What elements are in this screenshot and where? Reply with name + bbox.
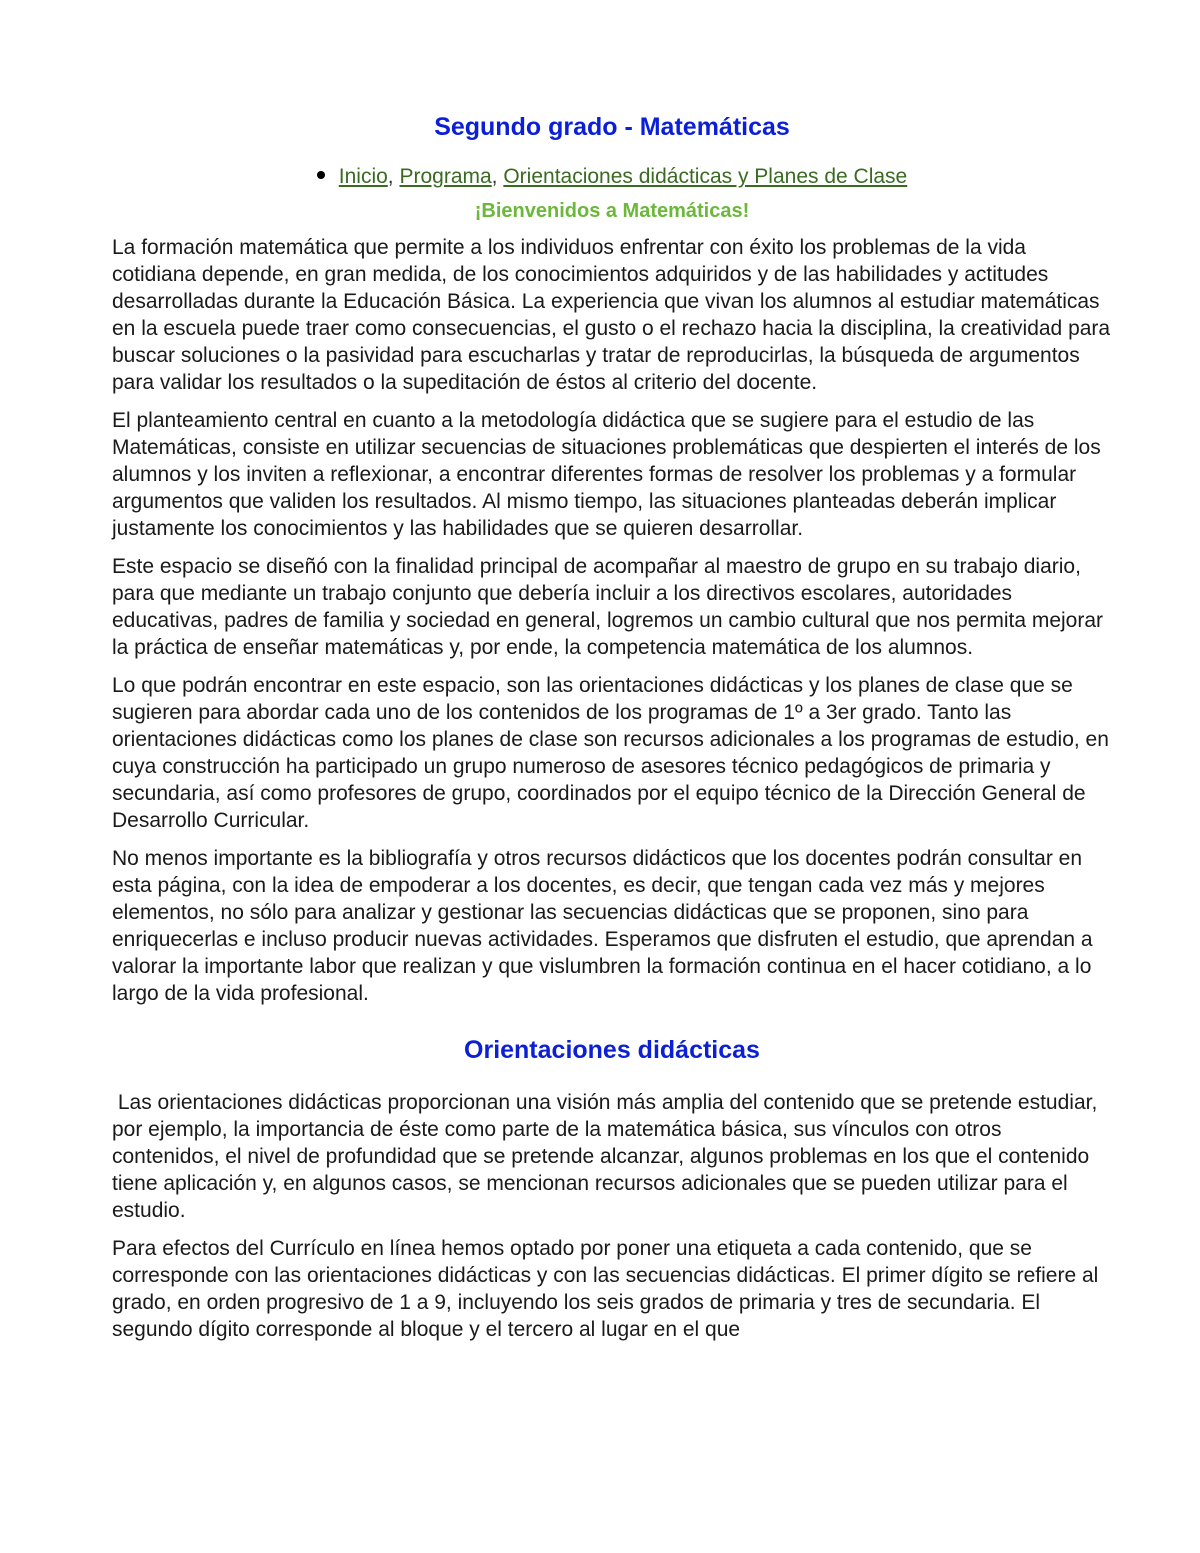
nav-link-orientaciones[interactable]: Orientaciones didácticas y Planes de Clase (503, 165, 908, 188)
intro-paragraph-4: Lo que podrán encontrar en este espacio, son las orientaciones didácticas y los planes de clase que se sugieren para abordar cada uno de los contenidos de los programas de 1º a 3er grado. Tanto las orientaciones didácticas como los planes de clase son recursos adicionales a los programas de estudio, en cuya construcción ha participado un grupo numeroso de asesores técnico pedagógicos de primaria y secundaria, así como profesores de grupo, coordinados por el equipo técnico de la Dirección General de Desarrollo Curricular. (112, 674, 1109, 832)
nav-separator: , (491, 165, 504, 188)
page-title: Segundo grado - Matemáticas (434, 113, 790, 141)
nav-list-item (112, 162, 1112, 192)
intro-paragraph-2: El planteamiento central en cuanto a la metodología didáctica que se sugiere para el estudio de las Matemáticas, consiste en utilizar secuencias de situaciones problemáticas que despierten el interés de los alumnos y los inviten a reflexionar, a encontrar diferentes formas de resolver los problemas y a formular argumentos que validen los resultados. Al mismo tiempo, las situaciones planteadas deberán implicar justamente los conocimientos y las habilidades que se quieren desarrollar. (112, 409, 1101, 540)
section-paragraph-2: Para efectos del Currículo en línea hemos optado por poner una etiqueta a cada contenido, que se corresponde con las orientaciones didácticas y con las secuencias didácticas. El primer dígito se refiere al grado, en orden progresivo de 1 a 9, incluyendo los seis grados de primaria y tres de secundaria. El segundo dígito corresponde al bloque y el tercero al lugar en el que (112, 1237, 1099, 1341)
nav-link-inicio[interactable]: Inicio (338, 165, 388, 188)
nav-link-programa[interactable]: Programa (399, 165, 492, 188)
document-page (112, 110, 1112, 1354)
intro-paragraph-3: Este espacio se diseñó con la finalidad principal de acompañar al maestro de grupo en su trabajo diario, para que mediante un trabajo conjunto que debería incluir a los directivos escolares, autoridades educativas, padres de familia y sociedad en general, logremos un cambio cultural que nos permita mejorar la práctica de enseñar matemáticas y, por ende, la competencia matemática de los alumnos. (112, 555, 1104, 659)
intro-paragraph-1: La formación matemática que permite a los individuos enfrentar con éxito los problemas de la vida cotidiana depende, en gran medida, de los conocimientos adquiridos y de las habilidades y actitudes desarrolladas durante la Educación Básica. La experiencia que vivan los alumnos al estudiar matemáticas en la escuela puede traer como consecuencias, el gusto o el rechazo hacia la disciplina, la creatividad para buscar soluciones o la pasividad para escucharlas y tratar de reproducirlas, la búsqueda de argumentos para validar los resultados o la supeditación de éstos al criterio del docente. (112, 236, 1111, 394)
nav-list (112, 162, 1112, 192)
welcome-heading: ¡Bienvenidos a Matemáticas! (474, 200, 750, 222)
nav-separator: , (387, 165, 400, 188)
section-title-orientaciones: Orientaciones didácticas (464, 1036, 760, 1064)
section-paragraph-1: Las orientaciones didácticas proporcionan una visión más amplia del contenido que se pretende estudiar, por ejemplo, la importancia de éste como parte de la matemática básica, sus vínculos con otros contenidos, el nivel de profundidad que se pretende alcanzar, algunos problemas en los que el contenido tiene aplicación y, en algunos casos, se mencionan recursos adicionales que se pueden utilizar para el estudio. (112, 1091, 1104, 1222)
intro-paragraph-5: No menos importante es la bibliografía y otros recursos didácticos que los docentes podrán consultar en esta página, con la idea de empoderar a los docentes, es decir, que tengan cada vez más y mejores elementos, no sólo para analizar y gestionar las secuencias didácticas que se proponen, sino para enriquecerlas e incluso producir nuevas actividades. Esperamos que disfruten el estudio, que aprendan a valorar la importante labor que realizan y que vislumbren la formación continua en el hacer cotidiano, a lo largo de la vida profesional. (112, 847, 1093, 1005)
bullet-icon (317, 171, 325, 179)
